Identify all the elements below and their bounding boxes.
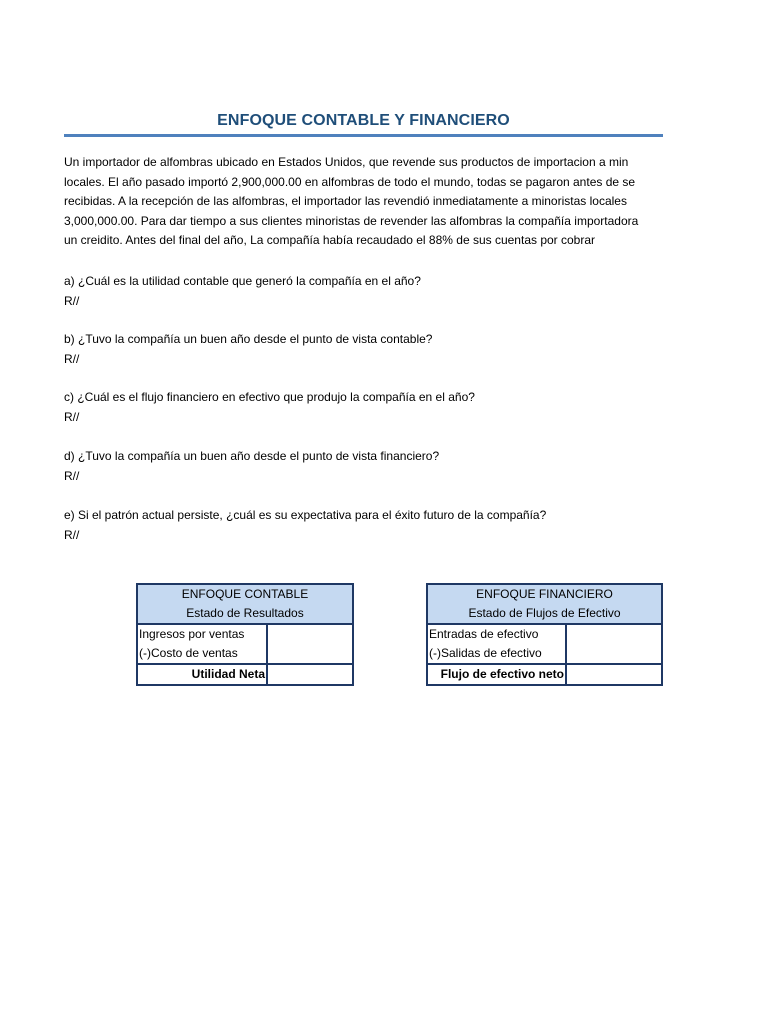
- value-cell-flujo-neto[interactable]: [566, 664, 662, 685]
- answer-prompt: R//: [64, 351, 80, 366]
- income-statement-table: [136, 583, 354, 686]
- question-text: b) ¿Tuvo la compañía un buen año desde el punto de vista contable?: [64, 332, 433, 346]
- row-label-salidas: (-)Salidas de efectivo: [427, 644, 566, 664]
- row-label-entradas: Entradas de efectivo: [427, 624, 566, 644]
- question-e: [64, 506, 684, 545]
- table-subtitle: Estado de Flujos de Efectivo: [427, 604, 662, 624]
- cash-flow-table: [426, 583, 663, 686]
- question-text: d) ¿Tuvo la compañía un buen año desde el punto de vista financiero?: [64, 449, 440, 463]
- question-text: a) ¿Cuál es la utilidad contable que generó la compañía en el año?: [64, 274, 421, 288]
- question-text: e) Si el patrón actual persiste, ¿cuál es su expectativa para el éxito futuro de la compañía?: [64, 508, 547, 522]
- table-subtitle: Estado de Resultados: [137, 604, 353, 624]
- paragraph-line: 3,000,000.00. Para dar tiempo a sus clientes minoristas de revender las alfombras la compañía importadora: [64, 213, 639, 228]
- row-label-ingresos: Ingresos por ventas: [137, 624, 267, 644]
- question-b: [64, 330, 684, 369]
- row-label-utilidad: Utilidad Neta: [137, 664, 267, 685]
- question-d: [64, 447, 684, 486]
- question-c: [64, 388, 684, 427]
- page-title: ENFOQUE CONTABLE Y FINANCIERO: [217, 112, 510, 129]
- paragraph-line: Un importador de alfombras ubicado en Estados Unidos, que revende sus productos de importacion a min: [64, 155, 629, 169]
- row-label-costo: (-)Costo de ventas: [137, 644, 267, 664]
- answer-prompt: R//: [64, 468, 80, 483]
- value-cell-utilidad[interactable]: [267, 664, 353, 685]
- paragraph-line: un creidito. Antes del final del año, La compañía había recaudado el 88% de sus cuentas por cobrar: [64, 233, 596, 247]
- table-title: ENFOQUE CONTABLE: [137, 584, 353, 604]
- value-cell-entradas-salidas[interactable]: [566, 624, 662, 664]
- paragraph-line: locales. El año pasado importó 2,900,000.00 en alfombras de todo el mundo, todas se pagaron antes de se: [64, 174, 636, 189]
- answer-prompt: R//: [64, 527, 80, 542]
- question-text: c) ¿Cuál es el flujo financiero en efectivo que produjo la compañía en el año?: [64, 390, 475, 404]
- title-underline: [64, 134, 663, 137]
- row-label-flujo-neto: Flujo de efectivo neto: [427, 664, 566, 685]
- value-cell-ingresos-costo[interactable]: [267, 624, 353, 664]
- paragraph-line: recibidas. A la recepción de las alfombras, el importador las revendió inmediatamente a minoristas locales: [64, 194, 627, 208]
- answer-prompt: R//: [64, 293, 80, 308]
- table-title: ENFOQUE FINANCIERO: [427, 584, 662, 604]
- answer-prompt: R//: [64, 409, 80, 424]
- problem-paragraph: [64, 153, 663, 251]
- question-a: [64, 272, 684, 311]
